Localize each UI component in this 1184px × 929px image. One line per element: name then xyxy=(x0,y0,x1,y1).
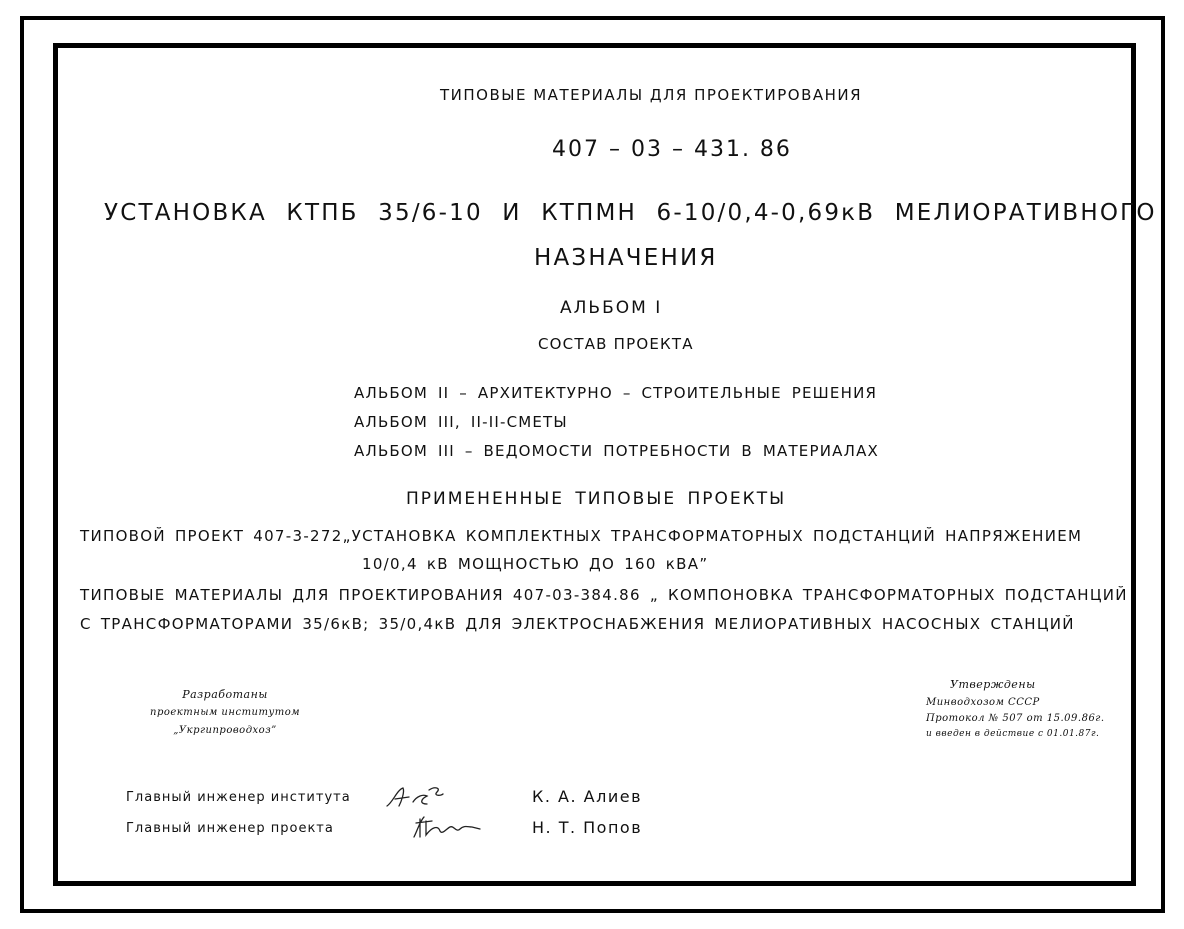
developed-by-line: Разработаны xyxy=(182,688,268,701)
applied-project-line: ТИПОВЫЕ МАТЕРИАЛЫ ДЛЯ ПРОЕКТИРОВАНИЯ 407-03-384.86 „ КОМПОНОВКА ТРАНСФОРМАТОРНЫХ ПОДСТАНЦИЙ xyxy=(80,586,1128,604)
inner-frame xyxy=(53,43,1136,886)
signatory-role: Главный инженер института xyxy=(126,790,351,805)
approved-by-line: Утверждены xyxy=(950,678,1036,691)
album-number: АЛЬБОМ I xyxy=(560,298,663,318)
signatory-role: Главный инженер проекта xyxy=(126,821,334,836)
approved-by-line: Протокол № 507 от 15.09.86г. xyxy=(926,713,1105,724)
signatory-name: Н. Т. Попов xyxy=(532,818,643,837)
signatory-name: К. А. Алиев xyxy=(532,787,642,806)
applied-project-line: ТИПОВОЙ ПРОЕКТ 407-3-272„УСТАНОВКА КОМПЛЕКТНЫХ ТРАНСФОРМАТОРНЫХ ПОДСТАНЦИЙ НАПРЯЖЕНИЕМ xyxy=(80,527,1083,545)
applied-projects-heading: ПРИМЕНЕННЫЕ ТИПОВЫЕ ПРОЕКТЫ xyxy=(406,489,787,509)
developed-by-line: проектным институтом xyxy=(150,707,301,718)
signature-aliev xyxy=(383,782,458,812)
approved-by-line: и введен в действие с 01.01.87г. xyxy=(926,729,1100,739)
approved-by-line: Минводхозом СССР xyxy=(926,697,1040,708)
album-list-item: АЛЬБОМ III – ВЕДОМОСТИ ПОТРЕБНОСТИ В МАТЕРИАЛАХ xyxy=(354,442,880,460)
composition-heading: СОСТАВ ПРОЕКТА xyxy=(538,335,694,353)
applied-project-line: С ТРАНСФОРМАТОРАМИ 35/6кВ; 35/0,4кВ ДЛЯ ЭЛЕКТРОСНАБЖЕНИЯ МЕЛИОРАТИВНЫХ НАСОСНЫХ СТАНЦИЙ xyxy=(80,615,1075,633)
album-list-item: АЛЬБОМ II – АРХИТЕКТУРНО – СТРОИТЕЛЬНЫЕ РЕШЕНИЯ xyxy=(354,384,878,402)
series-heading: ТИПОВЫЕ МАТЕРИАЛЫ ДЛЯ ПРОЕКТИРОВАНИЯ xyxy=(440,86,863,104)
title-line-1: УСТАНОВКА КТПБ 35/6-10 И КТПМН 6-10/0,4-0,69кВ МЕЛИОРАТИВНОГО xyxy=(104,200,1157,226)
developed-by-line: „Укргипроводхоз” xyxy=(173,725,277,736)
applied-project-line: 10/0,4 кВ МОЩНОСТЬЮ ДО 160 кВА” xyxy=(362,555,709,573)
album-list-item: АЛЬБОМ III, II-II-СМЕТЫ xyxy=(354,413,568,431)
signature-popov xyxy=(410,811,485,841)
document-code: 407 – 03 – 431. 86 xyxy=(552,137,792,162)
title-line-2: НАЗНАЧЕНИЯ xyxy=(534,245,718,271)
